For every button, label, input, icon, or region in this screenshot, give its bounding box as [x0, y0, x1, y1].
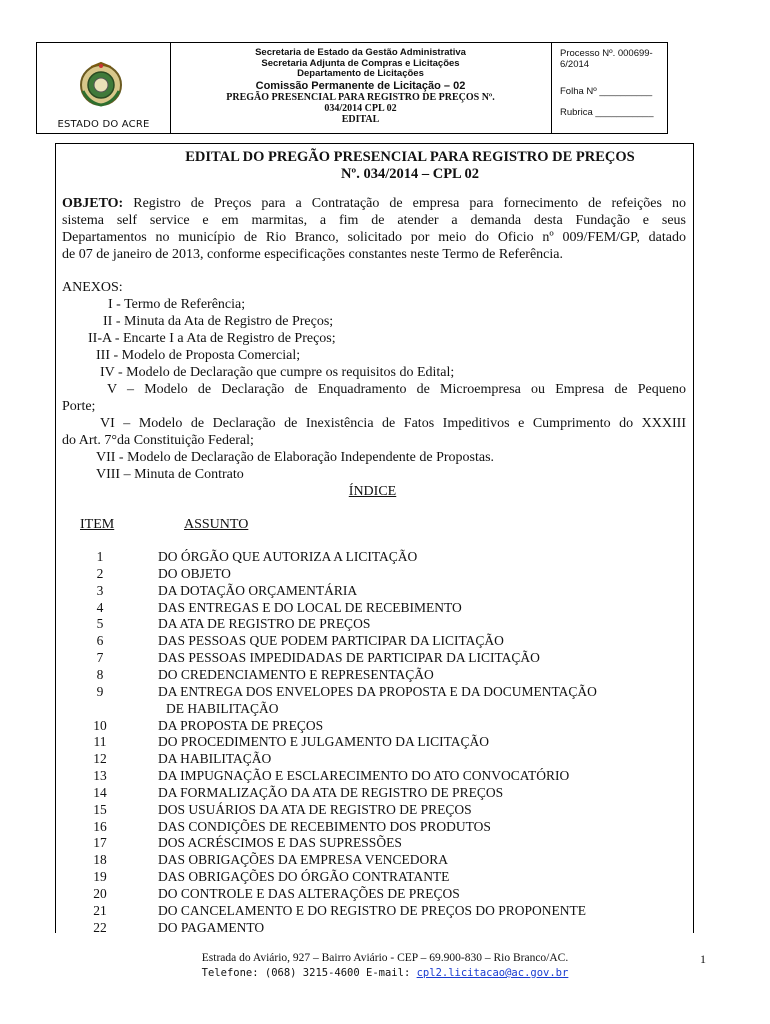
- index-item-subject: DO PAGAMENTO: [158, 919, 265, 935]
- objeto-line-4: de 07 de janeiro de 2013, conforme especificações constantes neste Termo de Referência.: [62, 247, 563, 262]
- index-item-subject: DO ÓRGÃO QUE AUTORIZA A LICITAÇÃO: [158, 549, 418, 564]
- state-label: ESTADO DO ACRE: [57, 119, 150, 130]
- page-number: 1: [700, 952, 706, 966]
- index-item-subject: DA HABILITAÇÃO: [158, 751, 272, 767]
- index-item-subject: DA ENTREGA DOS ENVELOPES DA PROPOSTA E DA DOCUMENTAÇÃO: [158, 683, 597, 699]
- folha-field: Folha Nº __________: [560, 86, 653, 97]
- header-line-secretaria: Secretaria de Estado da Gestão Administrativa: [255, 47, 466, 58]
- index-item-subject: DOS ACRÉSCIMOS E DAS SUPRESSÕES: [158, 835, 402, 851]
- index-item-subject: DAS OBRIGAÇÕES DO ÓRGÃO CONTRATANTE: [158, 869, 450, 885]
- footer-email-link[interactable]: cpl2.licitacao@ac.gov.br: [416, 967, 569, 979]
- header-line-pregao: PREGÃO PRESENCIAL PARA REGISTRO DE PREÇOS Nº.: [226, 91, 495, 103]
- acre-coat-of-arms-icon: [77, 61, 125, 109]
- index-item-subject: DAS PESSOAS IMPEDIDADAS DE PARTICIPAR DA LICITAÇÃO: [158, 650, 540, 666]
- document-header: [36, 42, 668, 134]
- objeto-paragraph: [62, 195, 686, 263]
- anexo-i: I - Termo de Referência;: [108, 297, 246, 312]
- index-item-number: 19: [93, 869, 107, 885]
- header-line-numero: 034/2014 CPL 02: [324, 102, 397, 114]
- index-item-number: 15: [93, 801, 107, 817]
- anexo-vi-cont: do Art. 7°da Constituição Federal;: [62, 433, 254, 448]
- index-item-subject: DO CANCELAMENTO E DO REGISTRO DE PREÇOS DO PROPONENTE: [158, 902, 587, 918]
- index-item-number: 7: [96, 650, 104, 666]
- footer-address: Estrada do Aviário, 927 – Bairro Aviário - CEP – 69.900-830 – Rio Branco/AC.: [201, 952, 569, 964]
- index-item-subject: DA FORMALIZAÇÃO DA ATA DE REGISTRO DE PREÇOS: [158, 784, 504, 800]
- anexo-iii: III - Modelo de Proposta Comercial;: [96, 348, 301, 363]
- index-item-subject: DAS OBRIGAÇÕES DA EMPRESA VENCEDORA: [158, 852, 449, 868]
- processo-number: Processo Nº. 000699-6/2014: [560, 48, 653, 70]
- header-process-cell: [552, 43, 669, 133]
- index-item-subject: DAS PESSOAS QUE PODEM PARTICIPAR DA LICITAÇÃO: [158, 633, 504, 649]
- anexo-ii: II - Minuta da Ata de Registro de Preços;: [103, 314, 334, 329]
- index-item-number: 17: [93, 835, 107, 851]
- header-line-departamento: Departamento de Licitações: [297, 68, 424, 79]
- anexo-viii: VIII – Minuta de Contrato: [96, 467, 244, 482]
- index-item-subject: DA PROPOSTA DE PREÇOS: [158, 717, 324, 733]
- index-item-subject: DO PROCEDIMENTO E JULGAMENTO DA LICITAÇÃO: [158, 734, 490, 750]
- header-line-edital: EDITAL: [341, 113, 380, 125]
- document-title: EDITAL DO PREGÃO PRESENCIAL PARA REGISTRO DE PREÇOS: [185, 149, 635, 165]
- index-item-number: 3: [96, 582, 104, 598]
- index-item-number: 22: [93, 919, 107, 935]
- document-subtitle: Nº. 034/2014 – CPL 02: [340, 166, 480, 182]
- objeto-line-2: sistema self service e em marmitas, a fim de atender a demanda desta Fundação e seus: [62, 213, 686, 228]
- index-item-number: 4: [96, 599, 104, 615]
- index-item-number: 18: [93, 852, 107, 868]
- rubrica-field: Rubrica ___________: [560, 107, 654, 118]
- objeto-label: OBJETO:: [62, 196, 124, 211]
- index-item-number: 6: [96, 633, 104, 649]
- index-item-subject: DAS CONDIÇÕES DE RECEBIMENTO DOS PRODUTOS: [158, 818, 491, 834]
- header-institution-cell: [170, 43, 552, 133]
- index-item-subject: DO OBJETO: [158, 565, 231, 581]
- index-item-subject: DAS ENTREGAS E DO LOCAL DE RECEBIMENTO: [158, 599, 462, 615]
- index-item-number: 14: [93, 784, 107, 800]
- index-item-number: 20: [93, 886, 107, 901]
- anexos-label: ANEXOS:: [62, 280, 123, 295]
- index-item-subject: DA ATA DE REGISTRO DE PREÇOS: [158, 616, 371, 632]
- anexo-vi: VI – Modelo de Declaração de Inexistência de Fatos Impeditivos e Cumprimento do XXXIII: [100, 416, 686, 431]
- header-line-comissao: Comissão Permanente de Licitação – 02: [255, 79, 466, 92]
- index-item-number: 13: [93, 768, 107, 784]
- index-item-number: 16: [93, 818, 107, 834]
- indice-heading: ÍNDICE: [348, 484, 397, 499]
- index-item-number: 12: [93, 751, 107, 767]
- objeto-line-3: Departamentos no município de Rio Branco, solicitado por meio do Oficio nº 009/FEM/GP, datado: [62, 230, 686, 245]
- header-line-adjunta: Secretaria Adjunta de Compras e Licitações: [261, 57, 460, 69]
- index-item-number: 11: [93, 734, 107, 750]
- index-item-number: 2: [96, 565, 104, 581]
- index-item-subject-continuation: DE HABILITAÇÃO: [166, 700, 279, 716]
- objeto-line-1: Registro de Preços para a Contratação de empresa para fornecimento de refeições no: [133, 196, 686, 211]
- index-item-subject: DO CREDENCIAMENTO E REPRESENTAÇÃO: [158, 666, 434, 682]
- assunto-column-header: ASSUNTO: [184, 517, 249, 532]
- index-item-subject: DA IMPUGNAÇÃO E ESCLARECIMENTO DO ATO CONVOCATÓRIO: [158, 768, 570, 784]
- index-item-number: 10: [93, 717, 107, 733]
- index-item-subject: DA DOTAÇÃO ORÇAMENTÁRIA: [158, 582, 358, 598]
- anexo-iv: IV - Modelo de Declaração que cumpre os requisitos do Edital;: [100, 365, 455, 380]
- index-item-number: 8: [96, 666, 104, 682]
- index-item-number: 21: [93, 902, 107, 918]
- index-item-subject: DOS USUÁRIOS DA ATA DE REGISTRO DE PREÇOS: [158, 801, 472, 817]
- anexo-v-cont: Porte;: [62, 399, 96, 414]
- footer-contact: [0, 967, 770, 979]
- index-item-number: 9: [96, 683, 104, 699]
- index-item-number: 1: [96, 549, 104, 564]
- index-item-subject: DO CONTROLE E DAS ALTERAÇÕES DE PREÇOS: [158, 886, 460, 901]
- footer-phone: Telefone: (068) 3215-4600 E-mail:: [201, 967, 411, 979]
- anexo-v: V – Modelo de Declaração de Enquadramento de Microempresa ou Empresa de Pequeno: [107, 382, 686, 397]
- anexo-vii: VII - Modelo de Declaração de Elaboração Independente de Propostas.: [96, 450, 495, 465]
- anexo-ii-a: II-A - Encarte I a Ata de Registro de Preços;: [88, 331, 336, 346]
- index-item-number: 5: [96, 616, 104, 632]
- item-column-header: ITEM: [80, 517, 115, 532]
- header-seal-cell: [37, 43, 171, 133]
